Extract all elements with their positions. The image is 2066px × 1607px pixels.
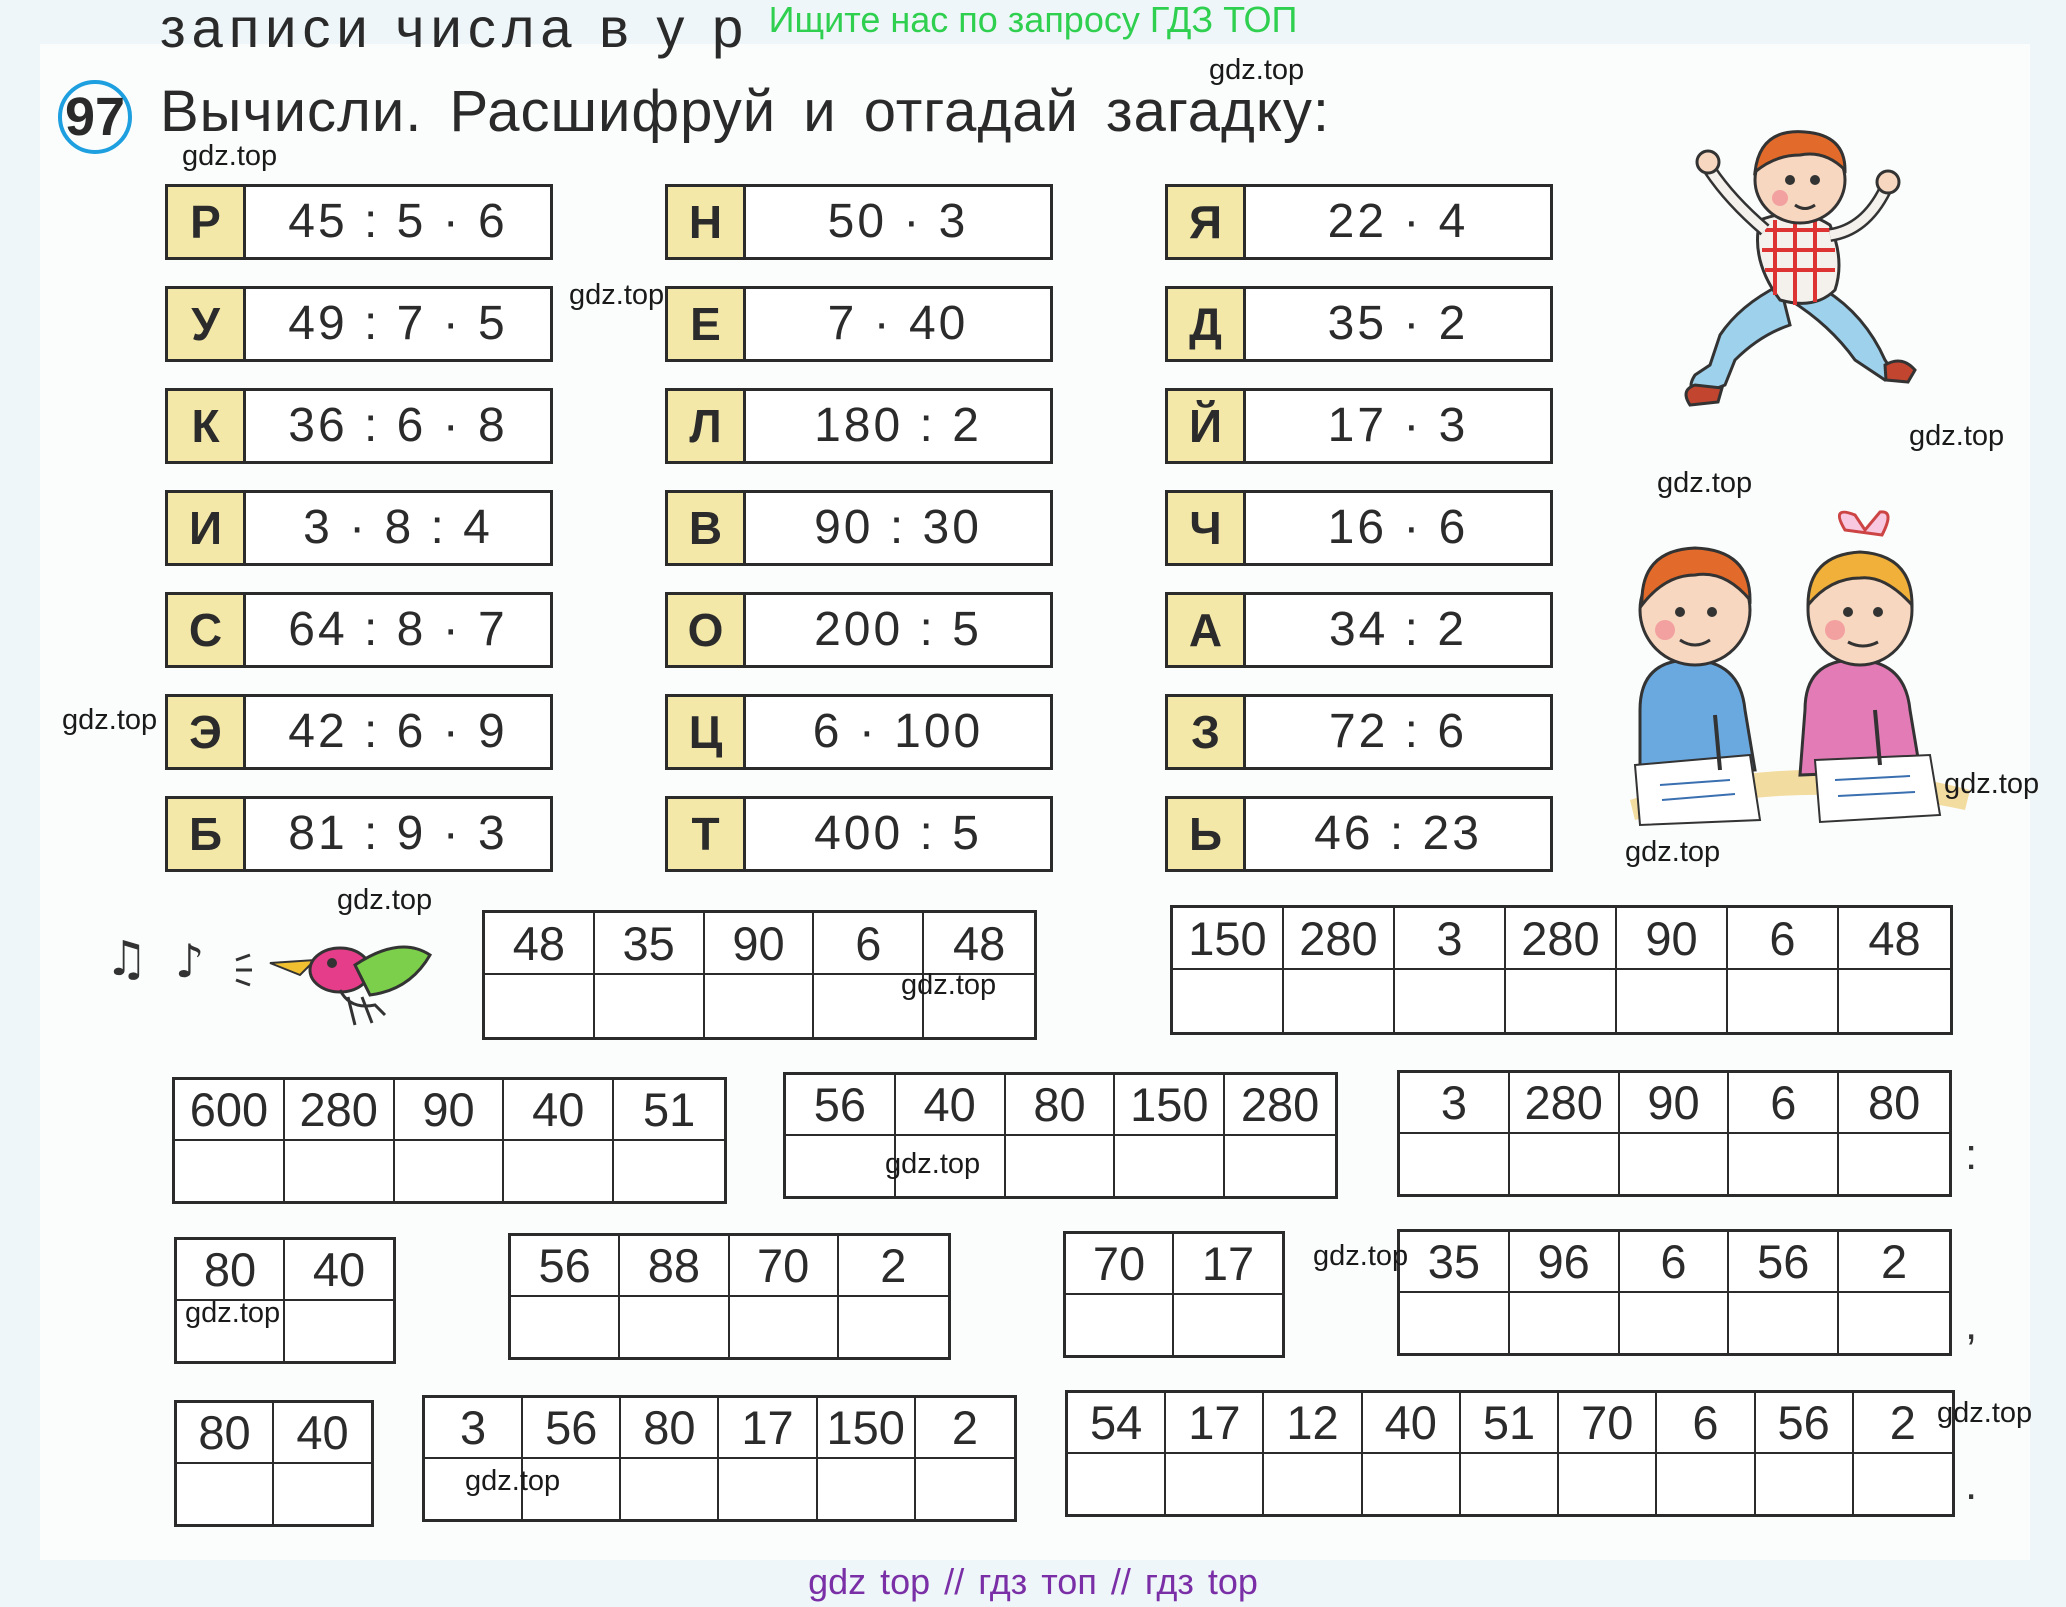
cipher-expression: 22 · 4 (1327, 195, 1469, 248)
cipher-letter: О (668, 595, 746, 665)
cipher-expression: 180 : 2 (814, 399, 982, 452)
cipher-entry (165, 592, 553, 668)
watermark: gdz.top (569, 279, 665, 311)
cipher-expression: 45 : 5 · 6 (288, 195, 508, 248)
cipher-entry (665, 592, 1053, 668)
cipher-entry (665, 694, 1053, 770)
answer-number-cell: 2 (1839, 1232, 1949, 1293)
answer-number-cell: 80 (177, 1240, 285, 1301)
cipher-entry (165, 694, 553, 770)
answer-number-cell: 600 (175, 1080, 285, 1141)
answer-letter-slot[interactable] (511, 1297, 620, 1358)
cipher-expression: 81 : 9 · 3 (288, 807, 508, 860)
answer-number-cell: 40 (274, 1403, 371, 1464)
answer-number-cell: 96 (1510, 1232, 1620, 1293)
cipher-entry (665, 388, 1053, 464)
answer-letter-slot[interactable] (1756, 1454, 1854, 1515)
answer-letter-slot[interactable] (1461, 1454, 1559, 1515)
cipher-expression: 3 · 8 : 4 (303, 501, 493, 554)
answer-number-cell: 2 (839, 1236, 948, 1297)
answer-number-cell: 56 (523, 1398, 621, 1459)
answer-number-cell: 280 (1284, 908, 1395, 970)
answer-number-cell: 6 (1729, 1073, 1839, 1134)
answer-letter-slot[interactable] (285, 1141, 395, 1202)
cipher-expression: 72 : 6 (1328, 705, 1468, 758)
answer-letter-slot[interactable] (1617, 970, 1728, 1032)
top-banner[interactable]: Ищите нас по запросу ГДЗ ТОП (768, 0, 1298, 40)
watermark: gdz.top (1313, 1240, 1409, 1272)
answer-number-cell: 40 (896, 1075, 1006, 1136)
cipher-letter: Е (668, 289, 746, 359)
answer-letter-slot[interactable] (1620, 1134, 1730, 1195)
cipher-expression: 17 · 3 (1327, 399, 1469, 452)
cipher-entry (1165, 388, 1553, 464)
cipher-letter: Ц (668, 697, 746, 767)
answer-letter-slot[interactable] (1620, 1293, 1730, 1354)
cipher-expression: 6 · 100 (812, 705, 984, 758)
cipher-letter: Д (1168, 289, 1246, 359)
answer-number-cell: 6 (814, 913, 924, 975)
answer-letter-slot[interactable] (395, 1141, 505, 1202)
cipher-letter: Л (668, 391, 746, 461)
answer-number-cell: 56 (511, 1236, 620, 1297)
answer-number-cell: 48 (924, 913, 1034, 975)
answer-letter-slot[interactable] (730, 1297, 839, 1358)
previous-exercise-line: записи числа в у р (160, 0, 750, 59)
cipher-expression: 7 · 40 (827, 297, 969, 350)
answer-number-cell: 48 (485, 913, 595, 975)
cipher-letter: Ч (1168, 493, 1246, 563)
cipher-expression: 42 : 6 · 9 (288, 705, 508, 758)
cipher-letter: Т (668, 799, 746, 869)
cipher-letter: У (168, 289, 246, 359)
cipher-entry (1165, 490, 1553, 566)
answer-letter-slot[interactable] (1395, 970, 1506, 1032)
answer-letter-slot[interactable] (1839, 970, 1950, 1032)
watermark: gdz.top (901, 969, 997, 1001)
answer-number-cell: 40 (1363, 1393, 1461, 1454)
answer-number-cell: 70 (1559, 1393, 1657, 1454)
answer-number-cell: 70 (730, 1236, 839, 1297)
answer-number-cell: 280 (285, 1080, 395, 1141)
cipher-letter: Я (1168, 187, 1246, 257)
answer-number-cell: 6 (1620, 1232, 1730, 1293)
watermark: gdz.top (1944, 768, 2040, 800)
answer-letter-slot[interactable] (614, 1141, 724, 1202)
watermark: gdz.top (182, 140, 278, 172)
answer-letter-slot[interactable] (1839, 1293, 1949, 1354)
cipher-letter: Э (168, 697, 246, 767)
cipher-entry (665, 490, 1053, 566)
answer-number-cell: 51 (1461, 1393, 1559, 1454)
answer-number-cell: 3 (1400, 1073, 1510, 1134)
answer-number-cell: 280 (1510, 1073, 1620, 1134)
watermark: gdz.top (885, 1148, 981, 1180)
cipher-letter: Й (1168, 391, 1246, 461)
answer-letter-slot[interactable] (1264, 1454, 1362, 1515)
cipher-expression: 400 : 5 (814, 807, 982, 860)
cipher-letter: З (1168, 697, 1246, 767)
watermark: gdz.top (185, 1297, 281, 1329)
cipher-entry (165, 796, 553, 872)
answer-letter-slot[interactable] (1225, 1136, 1335, 1197)
cipher-expression: 90 : 30 (814, 501, 982, 554)
answer-grid (1397, 1070, 1952, 1197)
watermark: gdz.top (1625, 836, 1721, 868)
answer-number-cell: 40 (285, 1240, 393, 1301)
answer-letter-slot[interactable] (1728, 970, 1839, 1032)
answer-letter-slot[interactable] (1729, 1134, 1839, 1195)
answer-number-cell: 54 (1068, 1393, 1166, 1454)
answer-letter-slot[interactable] (285, 1301, 393, 1362)
answer-grid (174, 1400, 374, 1527)
answer-number-cell: 56 (1756, 1393, 1854, 1454)
answer-grid (783, 1072, 1338, 1199)
answer-letter-slot[interactable] (1174, 1295, 1282, 1356)
children-writing-illustration (1620, 500, 1980, 830)
answer-number-cell: 3 (1395, 908, 1506, 970)
exercise-number: 97 (58, 80, 132, 154)
cipher-expression: 36 : 6 · 8 (288, 399, 508, 452)
answer-grid (422, 1395, 1017, 1522)
answer-grid (1063, 1231, 1285, 1358)
answer-number-cell: 2 (916, 1398, 1014, 1459)
cipher-expression: 200 : 5 (814, 603, 982, 656)
cipher-expression: 35 · 2 (1327, 297, 1469, 350)
cipher-expression: 49 : 7 · 5 (288, 297, 508, 350)
answer-letter-slot[interactable] (1066, 1295, 1174, 1356)
answer-number-cell: 80 (1006, 1075, 1116, 1136)
answer-letter-slot[interactable] (1363, 1454, 1461, 1515)
answer-letter-slot[interactable] (1284, 970, 1395, 1032)
cipher-entry (165, 184, 553, 260)
answer-number-cell: 150 (818, 1398, 916, 1459)
answer-number-cell: 150 (1173, 908, 1284, 970)
answer-letter-slot[interactable] (1729, 1293, 1839, 1354)
cipher-entry (165, 286, 553, 362)
answer-number-cell: 280 (1225, 1075, 1335, 1136)
answer-number-cell: 51 (614, 1080, 724, 1141)
cipher-entry (1165, 796, 1553, 872)
answer-letter-slot[interactable] (1115, 1136, 1225, 1197)
answer-number-cell: 150 (1115, 1075, 1225, 1136)
answer-letter-slot[interactable] (1400, 1293, 1510, 1354)
answer-number-cell: 6 (1657, 1393, 1755, 1454)
answer-grid (172, 1077, 727, 1204)
watermark: gdz.top (62, 704, 158, 736)
cipher-entry (665, 796, 1053, 872)
answer-grid (1397, 1229, 1952, 1356)
answer-number-cell: 90 (1617, 908, 1728, 970)
answer-number-cell: 280 (1506, 908, 1617, 970)
cipher-expression: 34 : 2 (1328, 603, 1468, 656)
answer-letter-slot[interactable] (818, 1459, 916, 1520)
answer-number-cell: 88 (620, 1236, 729, 1297)
answer-letter-slot[interactable] (1510, 1293, 1620, 1354)
watermark: gdz.top (1209, 54, 1305, 86)
answer-number-cell: 35 (1400, 1232, 1510, 1293)
answer-letter-slot[interactable] (274, 1464, 371, 1525)
answer-number-cell: 80 (621, 1398, 719, 1459)
answer-letter-slot[interactable] (1510, 1134, 1620, 1195)
answer-number-cell: 48 (1839, 908, 1950, 970)
watermark: gdz.top (337, 884, 433, 916)
answer-letter-slot[interactable] (177, 1464, 274, 1525)
punctuation-mark: : (1965, 1130, 1978, 1179)
bottom-banner[interactable]: gdz top // гдз топ // гдз top (808, 1561, 1258, 1602)
answer-grid (1065, 1390, 1955, 1517)
exercise-heading: Вычисли. Расшифруй и отгадай загадку: (160, 79, 1331, 144)
answer-letter-slot[interactable] (916, 1459, 1014, 1520)
cipher-entry (1165, 184, 1553, 260)
answer-letter-slot[interactable] (1506, 970, 1617, 1032)
answer-letter-slot[interactable] (1400, 1134, 1510, 1195)
answer-number-cell: 2 (1854, 1393, 1952, 1454)
cipher-letter: С (168, 595, 246, 665)
cipher-letter: Р (168, 187, 246, 257)
answer-letter-slot[interactable] (485, 975, 595, 1037)
cipher-letter: В (668, 493, 746, 563)
punctuation-mark: , (1965, 1300, 1978, 1349)
answer-number-cell: 12 (1264, 1393, 1362, 1454)
watermark: gdz.top (1909, 420, 2005, 452)
answer-letter-slot[interactable] (1854, 1454, 1952, 1515)
answer-letter-slot[interactable] (1166, 1454, 1264, 1515)
svg-text:♫: ♫ (105, 931, 149, 987)
answer-letter-slot[interactable] (1657, 1454, 1755, 1515)
answer-grid (508, 1233, 951, 1360)
cipher-letter: К (168, 391, 246, 461)
answer-number-cell: 80 (1839, 1073, 1949, 1134)
answer-number-cell: 6 (1728, 908, 1839, 970)
answer-number-cell: 80 (177, 1403, 274, 1464)
answer-letter-slot[interactable] (621, 1459, 719, 1520)
answer-number-cell: 17 (1174, 1234, 1282, 1295)
answer-letter-slot[interactable] (1559, 1454, 1657, 1515)
answer-letter-slot[interactable] (175, 1141, 285, 1202)
answer-letter-slot[interactable] (705, 975, 815, 1037)
answer-letter-slot[interactable] (1006, 1136, 1116, 1197)
cipher-letter: И (168, 493, 246, 563)
cipher-letter: Б (168, 799, 246, 869)
answer-number-cell: 90 (395, 1080, 505, 1141)
answer-grid (1170, 905, 1953, 1035)
answer-letter-slot[interactable] (1068, 1454, 1166, 1515)
svg-text:♪: ♪ (175, 934, 205, 988)
answer-letter-slot[interactable] (1839, 1134, 1949, 1195)
watermark: gdz.top (465, 1465, 561, 1497)
cipher-entry (165, 490, 553, 566)
answer-number-cell: 90 (705, 913, 815, 975)
answer-letter-slot[interactable] (595, 975, 705, 1037)
answer-number-cell: 17 (719, 1398, 817, 1459)
answer-letter-slot[interactable] (839, 1297, 948, 1358)
answer-number-cell: 17 (1166, 1393, 1264, 1454)
cipher-entry (665, 184, 1053, 260)
watermark: gdz.top (1657, 467, 1753, 499)
answer-letter-slot[interactable] (786, 1136, 896, 1197)
answer-letter-slot[interactable] (1173, 970, 1284, 1032)
cipher-expression: 16 · 6 (1327, 501, 1469, 554)
answer-number-cell: 90 (1620, 1073, 1730, 1134)
answer-number-cell: 35 (595, 913, 705, 975)
cipher-letter: Ь (1168, 799, 1246, 869)
running-boy-illustration (1640, 110, 1970, 430)
cipher-entry (165, 388, 553, 464)
cipher-expression: 46 : 23 (1314, 807, 1482, 860)
watermark: gdz.top (1937, 1397, 2033, 1429)
cipher-entry (1165, 592, 1553, 668)
cipher-entry (665, 286, 1053, 362)
cipher-expression: 50 · 3 (827, 195, 969, 248)
cipher-expression: 64 : 8 · 7 (288, 603, 508, 656)
answer-letter-slot[interactable] (620, 1297, 729, 1358)
answer-number-cell: 70 (1066, 1234, 1174, 1295)
answer-number-cell: 3 (425, 1398, 523, 1459)
answer-letter-slot[interactable] (504, 1141, 614, 1202)
answer-letter-slot[interactable] (719, 1459, 817, 1520)
answer-number-cell: 56 (1729, 1232, 1839, 1293)
bird-with-music-notes-illustration (100, 915, 440, 1035)
cipher-letter: А (1168, 595, 1246, 665)
cipher-entry (1165, 694, 1553, 770)
answer-number-cell: 56 (786, 1075, 896, 1136)
punctuation-mark: . (1965, 1460, 1978, 1509)
cipher-letter: Н (668, 187, 746, 257)
answer-number-cell: 40 (504, 1080, 614, 1141)
cipher-entry (1165, 286, 1553, 362)
